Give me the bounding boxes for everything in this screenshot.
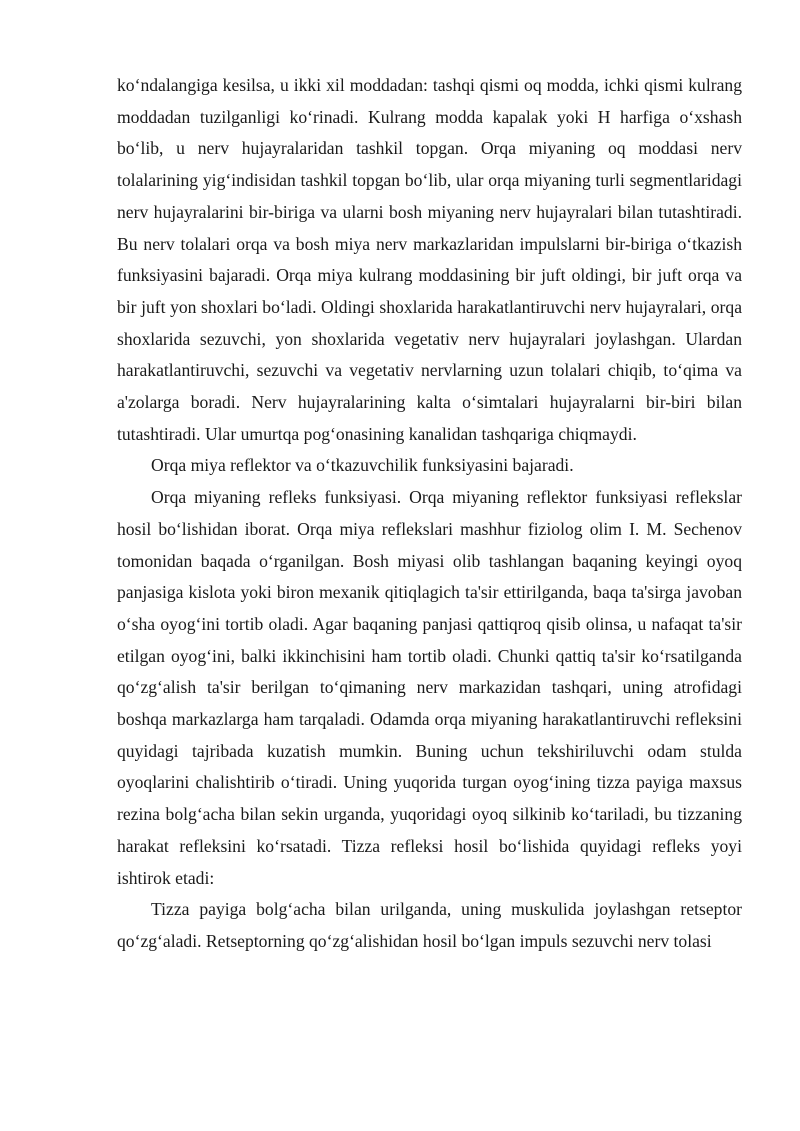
paragraph-knee-reflex-arc: Tizza payiga bolg‘acha bilan urilganda, uning muskulida joylashgan retseptor qo‘zg‘aladi. Retseptorning qo‘zg‘alishidan hosil bo‘lgan impuls sezuvchi nerv tolasi bbox=[117, 899, 742, 951]
body-text bbox=[117, 70, 742, 958]
paragraph-spinal-cord-functions: Orqa miya reflektor va o‘tkazuvchilik funksiyasini bajaradi. bbox=[151, 455, 574, 476]
paragraph-reflex-function: Orqa miyaning refleks funksiyasi. Orqa miyaning reflektor funksiyasi reflekslar hosil bo‘lishidan iborat. Orqa miya reflekslari mashhur fiziolog olim I. M. Sechenov tomonidan baqada o‘rganilgan. Bosh miyasi olib tashlangan baqaning keyingi oyoq panjasiga kislota yoki biron mexanik qitiqlagich ta'sir ettirilganda, baqa ta'sirga javoban o‘sha oyog‘ini tortib oladi. Agar baqaning panjasi qattiqroq qisib olinsa, u nafaqat ta'sir etilgan oyog‘ini, balki ikkinchisini ham tortib oladi. Chunki qattiq ta'sir ko‘rsatilganda qo‘zg‘alish ta'sir berilgan to‘qimaning nerv markazidan tashqari, uning atrofidagi boshqa markazlarga ham tarqaladi. Odamda orqa miyaning harakatlantiruvchi refleksini quyidagi tajribada kuzatish mumkin. Buning uchun tekshiriluvchi odam stulda oyoqlarini chalishtirib o‘tiradi. Uning yuqorida turgan oyog‘ining tizza payiga maxsus rezina bolg‘acha bilan sekin urganda, yuqoridagi oyoq silkinib ko‘tariladi, bu tizzaning harakat refleksini ko‘rsatadi. Tizza refleksi hosil bo‘lishida quyidagi refleks yoyi ishtirok etadi: bbox=[117, 487, 742, 888]
paragraph-spinal-cord-structure: ko‘ndalangiga kesilsa, u ikki xil moddadan: tashqi qismi oq modda, ichki qismi kulrang moddadan tuzilganligi ko‘rinadi. Kulrang modda kapalak yoki H harfiga o‘xshash bo‘lib, u nerv hujayralaridan tashkil topgan. Orqa miyaning oq moddasi nerv tolalarining yig‘indisidan tashkil topgan bo‘lib, ular orqa miyaning turli segmentlaridagi nerv hujayralarini bir-biriga va ularni bosh miyaning nerv hujayralari bilan tutashtiradi. Bu nerv tolalari orqa va bosh miya nerv markazlaridan impulslarni bir-biriga o‘tkazish funksiyasini bajaradi. Orqa miya kulrang moddasining bir juft oldingi, bir juft orqa va bir juft yon shoxlari bo‘ladi. Oldingi shoxlarida harakatlantiruvchi nerv hujayralari, orqa shoxlarida sezuvchi, yon shoxlarida vegetativ nerv hujayralari joylashgan. Ulardan harakatlantiruvchi, sezuvchi va vegetativ nervlarning uzun tolalari chiqib, to‘qima va a'zolarga boradi. Nerv hujayralarining kalta o‘simtalari hujayralarni bir-biri bilan tutashtiradi. Ular umurtqa pog‘onasining kanalidan tashqariga chiqmaydi. bbox=[117, 75, 742, 444]
